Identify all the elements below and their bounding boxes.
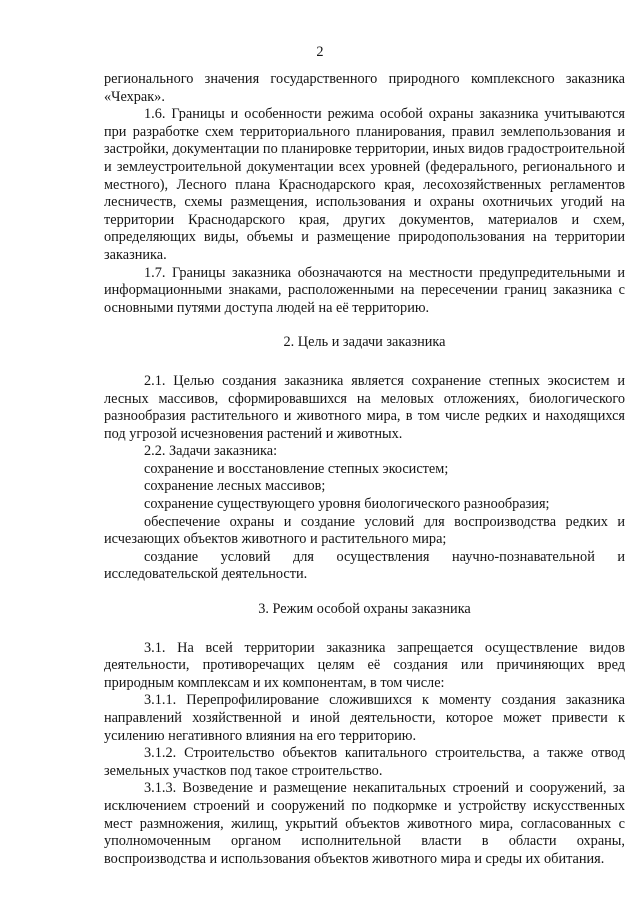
page-number: 2: [316, 44, 324, 60]
paragraph-3-1-2: 3.1.2. Строительство объектов капитального строительства, а также отвод земельных участков под такое строительство.: [104, 745, 625, 779]
paragraph-3-1-3: 3.1.3. Возведение и размещение некапитальных строений и сооружений, за исключением строений и сооружений по подкормке и устройству искусственных мест размножения, жилищ, укрытий объектов животного мира, согласованных с уполномоченным органом исполнительной власти в области охраны, воспроизводства и использования объектов животного мира и среды их обитания.: [104, 780, 625, 867]
paragraph-3-1-1: 3.1.1. Перепрофилирование сложившихся к моменту создания заказника направлений хозяйственной и иной деятельности, которое может привести к усилению негативного влияния на его территорию.: [104, 692, 625, 744]
document-body: [104, 71, 625, 868]
task-item: сохранение и восстановление степных экосистем;: [144, 460, 449, 477]
section-heading-3: 3. Режим особой охраны заказника: [258, 601, 471, 618]
paragraph-1-7: 1.7. Границы заказника обозначаются на местности предупредительными и информационными знаками, расположенными на пересечении границ заказника с основными путями доступа людей на её территорию.: [104, 264, 625, 316]
section-heading-2: 2. Цель и задачи заказника: [283, 334, 446, 351]
task-item: сохранение лесных массивов;: [144, 478, 326, 495]
paragraph-3-1: 3.1. На всей территории заказника запрещается осуществление видов деятельности, противоречащих целям её создания или причиняющих вред природным комплексам и их компонентам, в том числе:: [104, 639, 625, 691]
paragraph-2-2: 2.2. Задачи заказника:: [144, 443, 278, 460]
task-item: обеспечение охраны и создание условий для воспроизводства редких и исчезающих объектов животного и растительного мира;: [104, 513, 625, 548]
paragraph-cont: регионального значения государственного природного комплексного заказника «Чехрак».: [104, 71, 625, 105]
task-item: сохранение существующего уровня биологического разнообразия;: [144, 496, 550, 513]
paragraph-1-6: 1.6. Границы и особенности режима особой охраны заказника учитываются при разработке схем территориального планирования, правил землепользования и застройки, документации по планировке территории, иных видов градостроительной и землеустроительной документации всех уровней (федерального, регионального и местного), Лесного плана Краснодарского края, лесохозяйственных регламентов лесничеств, схемы размещения, использования и охраны охотничьих угодий на территории Краснодарского края, других документов, материалов и схем, определяющих виды, объемы и размещение природопользования на территории заказника.: [104, 106, 625, 263]
task-item: создание условий для осуществления научно-познавательной и исследовательской деятельности.: [104, 548, 625, 583]
paragraph-2-1: 2.1. Целью создания заказника является сохранение степных экосистем и лесных массивов, сформировавшихся на меловых отложениях, биологического разнообразия растительного и животного мира, в том числе редких и находящихся под угрозой исчезновения растений и животных.: [104, 372, 625, 442]
